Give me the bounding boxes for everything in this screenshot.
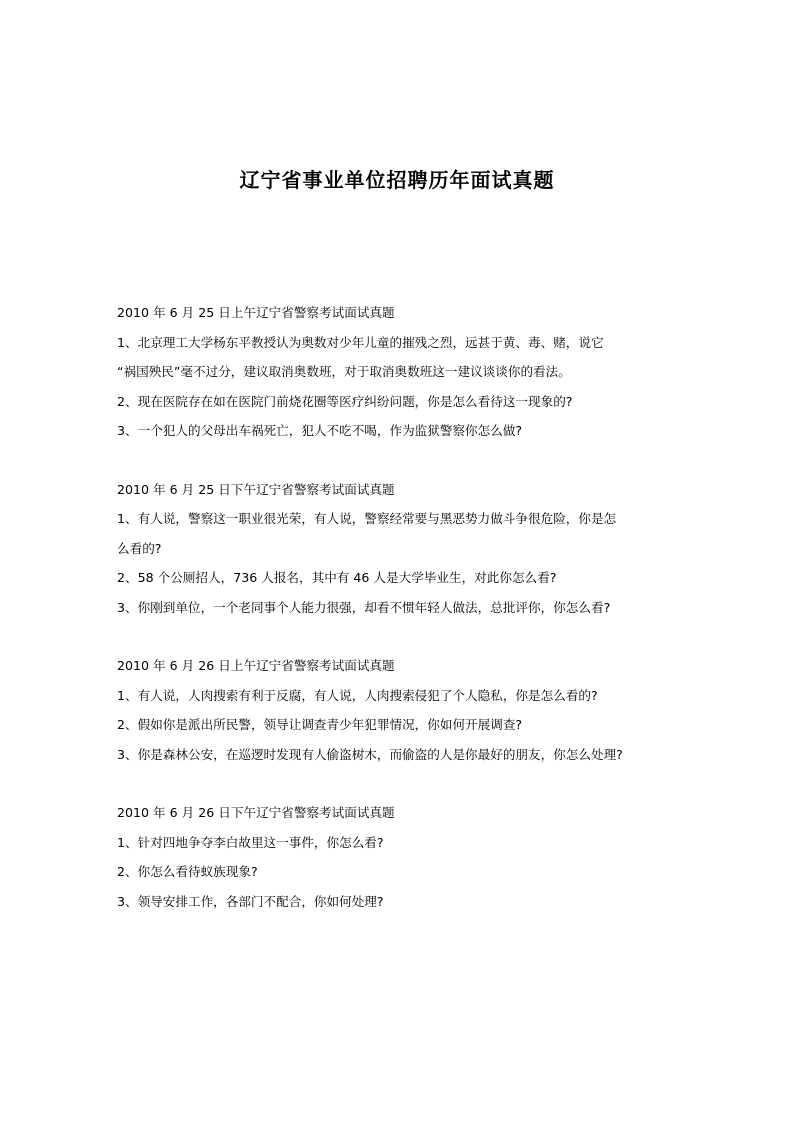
section-heading: 2010 年 6 月 25 日下午辽宁省警察考试面试真题 [117, 481, 395, 497]
question-3: 3、你刚到单位，一个老同事个人能力很强，却看不惯年轻人做法，总批评你，你怎么看? [117, 599, 611, 615]
question-2: 2、现在医院存在如在医院门前烧花圈等医疗纠纷问题，你是怎么看待这一现象的? [117, 393, 573, 409]
section-heading: 2010 年 6 月 25 日上午辽宁省警察考试面试真题 [117, 305, 395, 320]
question-3: 3、你是森林公安，在巡逻时发现有人偷盗树木，而偷盗的人是你最好的朋友，你怎么处理? [117, 746, 623, 762]
question-2: 2、你怎么看待蚁族现象? [117, 864, 258, 879]
question-1: 1、有人说，人肉搜索有利于反腐，有人说，人肉搜索侵犯了个人隐私，你是怎么看的? [117, 687, 598, 703]
exam-section-0626-am [117, 651, 697, 769]
question-1-line-2: 么看的? [117, 540, 162, 556]
page-title: 辽宁省事业单位招聘历年面试真题 [239, 168, 555, 192]
question-1-line-2: “祸国殃民”毫不过分，建议取消奥数班，对于取消奥数班这一建议谈谈你的看法。 [117, 364, 571, 379]
exam-section-0625-pm [117, 475, 697, 623]
question-1-line-1: 1、有人说，警察这一职业很光荣，有人说，警察经常要与黑恶势力做斗争很危险，你是怎 [117, 511, 617, 526]
question-2: 2、假如你是派出所民警，领导让调查青少年犯罪情况，你如何开展调查? [117, 717, 523, 732]
question-1: 1、针对四地争夺李白故里这一事件，你怎么看? [117, 834, 384, 850]
exam-section-0626-pm [117, 798, 697, 916]
question-1-line-1: 1、北京理工大学杨东平教授认为奥数对少年儿童的摧残之烈，远甚于黄、毒、赌，说它 [117, 334, 604, 350]
section-heading: 2010 年 6 月 26 日上午辽宁省警察考试面试真题 [117, 658, 395, 673]
question-3: 3、领导安排工作，各部门不配合，你如何处理? [117, 893, 384, 909]
exam-section-0625-am [117, 298, 697, 446]
question-3: 3、一个犯人的父母出车祸死亡，犯人不吃不喝，作为监狱警察你怎么做? [117, 423, 523, 438]
section-heading: 2010 年 6 月 26 日下午辽宁省警察考试面试真题 [117, 805, 395, 820]
question-2: 2、58 个公厕招人，736 人报名，其中有 46 人是大学毕业生，对此你怎么看? [117, 570, 557, 585]
document-body [117, 298, 697, 916]
